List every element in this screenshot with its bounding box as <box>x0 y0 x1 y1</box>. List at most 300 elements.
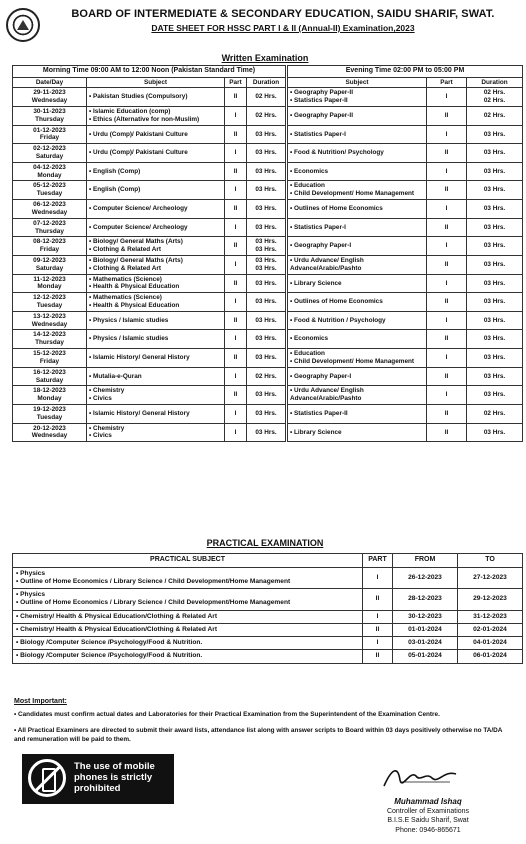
morning-part: II <box>225 88 247 107</box>
morning-subject-cell <box>87 349 225 368</box>
evening-duration: 03 Hrs. <box>467 144 523 163</box>
exam-day: Saturday <box>35 153 64 161</box>
practical-from-date: 01-01-2024 <box>393 623 458 636</box>
practical-part: I <box>363 610 393 623</box>
practical-heading: PRACTICAL EXAMINATION <box>206 538 324 548</box>
exam-day: Thursday <box>35 227 64 235</box>
table-row <box>13 237 523 256</box>
phone-prohibition-notice <box>22 754 174 804</box>
practical-from-date: 05-01-2024 <box>393 650 458 663</box>
evening-part: II <box>427 367 467 386</box>
morning-subject: • Chemistry <box>89 425 222 433</box>
morning-subject-cell <box>87 386 225 405</box>
evening-part: I <box>427 274 467 293</box>
evening-time-header: Evening Time 02:00 PM to 05:00 PM <box>287 66 523 78</box>
table-row <box>13 200 523 219</box>
morning-part: I <box>225 255 247 274</box>
evening-subject-cell <box>287 311 427 330</box>
morning-subject-cell <box>87 200 225 219</box>
exam-day: Saturday <box>35 376 64 384</box>
morning-part: I <box>225 144 247 163</box>
evening-part: I <box>427 88 467 107</box>
exam-date: 19-12-2023 <box>33 405 66 413</box>
practical-part: II <box>363 650 393 663</box>
col-header-duration: Duration <box>247 77 287 88</box>
evening-duration: 03 Hrs. <box>467 200 523 219</box>
evening-part: II <box>427 404 467 423</box>
evening-part: II <box>427 218 467 237</box>
evening-subject: • Economics <box>290 168 424 176</box>
practical-part: I <box>363 637 393 650</box>
exam-day: Tuesday <box>36 302 63 310</box>
practical-to-date: 02-01-2024 <box>458 623 523 636</box>
exam-date: 01-12-2023 <box>33 126 66 134</box>
evening-subject-cell <box>287 181 427 200</box>
practical-from-date: 30-12-2023 <box>393 610 458 623</box>
evening-subject-cell <box>287 200 427 219</box>
signature-icon <box>380 762 460 792</box>
evening-duration: 02 Hrs. <box>467 106 523 125</box>
morning-part: I <box>225 330 247 349</box>
morning-part: I <box>225 106 247 125</box>
col-header-duration-evening: Duration <box>467 77 523 88</box>
evening-part: II <box>427 181 467 200</box>
morning-subject: • Islamic History/ General History <box>89 354 222 362</box>
table-row <box>13 88 523 107</box>
note-text: All Practical Examiners are directed to submit their award lists, attendance list along with answer scripts to Board within 03 days positively otherwise no TA/DA and remuneration will be paid to them. <box>14 727 503 743</box>
table-row <box>13 567 523 588</box>
exam-day: Monday <box>37 171 62 179</box>
morning-subject-cell <box>87 106 225 125</box>
table-row <box>13 330 523 349</box>
morning-part: I <box>225 293 247 312</box>
morning-duration: 03 Hrs. <box>247 349 287 368</box>
practical-header-subject: PRACTICAL SUBJECT <box>13 554 363 568</box>
table-row <box>13 162 523 181</box>
date-cell <box>13 293 87 312</box>
exam-date: 06-12-2023 <box>33 201 66 209</box>
table-row <box>13 367 523 386</box>
evening-duration: 03 Hrs. <box>467 255 523 274</box>
morning-subject: • Urdu (Comp)/ Pakistani Culture <box>89 149 222 157</box>
exam-date: 15-12-2023 <box>33 350 66 358</box>
evening-subject-cell <box>287 218 427 237</box>
col-header-subject: Subject <box>87 77 225 88</box>
signatory-designation: Controller of Examinations <box>386 808 470 816</box>
evening-part: I <box>427 386 467 405</box>
morning-subject: • Health & Physical Education <box>89 283 222 291</box>
exam-date: 29-11-2023 <box>33 89 66 97</box>
evening-part: II <box>427 255 467 274</box>
evening-subject-cell <box>287 423 427 442</box>
evening-subject-cell <box>287 274 427 293</box>
morning-subject-cell <box>87 367 225 386</box>
evening-subject: • Geography Paper-I <box>290 242 424 250</box>
practical-subject: • Biology /Computer Science /Psychology/Food & Nutrition. <box>16 652 359 660</box>
morning-subject: • Mutalia-e-Quran <box>89 373 222 381</box>
exam-day: Friday <box>39 246 60 254</box>
evening-duration: 03 Hrs. <box>467 274 523 293</box>
date-sheet-subtitle: DATE SHEET FOR HSSC PART I & II (Annual-II) Examination,2023 <box>151 23 415 33</box>
evening-subject: • Statistics Paper-II <box>290 410 424 418</box>
evening-subject: • Geography Paper-II <box>290 89 424 97</box>
exam-date: 09-12-2023 <box>33 256 66 264</box>
evening-subject: • Urdu Advance/ English Advance/Arabic/Pashto <box>290 387 424 403</box>
evening-subject: • Food & Nutrition/ Psychology <box>290 149 424 157</box>
morning-part: II <box>225 274 247 293</box>
exam-day: Tuesday <box>36 190 63 198</box>
exam-day: Thursday <box>35 115 64 123</box>
morning-duration: 02 Hrs. <box>247 88 287 107</box>
evening-subject: • Geography Paper-I <box>290 373 424 381</box>
date-cell <box>13 162 87 181</box>
evening-subject: • Child Development/ Home Management <box>290 190 424 198</box>
morning-part: I <box>225 423 247 442</box>
date-cell <box>13 144 87 163</box>
table-row <box>13 255 523 274</box>
evening-duration: 03 Hrs. <box>467 125 523 144</box>
board-title: BOARD OF INTERMEDIATE & SECONDARY EDUCATION, SAIDU SHARIF, SWAT. <box>71 8 495 20</box>
evening-part: II <box>427 330 467 349</box>
practical-subject-cell <box>13 623 363 636</box>
evening-subject-cell <box>287 88 427 107</box>
evening-subject-cell <box>287 106 427 125</box>
practical-part: I <box>363 567 393 588</box>
note-item: • All Practical Examiners are directed to submit their award lists, attendance list along with answer scripts to Board within 03 days positively otherwise no TA/DA and remuneration will be paid to them. <box>14 727 503 743</box>
evening-duration: 03 Hrs. <box>467 237 523 256</box>
col-header-part: Part <box>225 77 247 88</box>
practical-subject: • Chemistry/ Health & Physical Education/Clothing & Related Art <box>16 626 359 634</box>
evening-subject-cell <box>287 144 427 163</box>
evening-part: I <box>427 349 467 368</box>
table-row <box>13 293 523 312</box>
exam-day: Tuesday <box>36 413 63 421</box>
morning-duration: 03 Hrs. <box>247 144 287 163</box>
morning-time-header: Morning Time 09:00 AM to 12:00 Noon (Pakistan Standard Time) <box>13 66 287 78</box>
practical-to-date: 27-12-2023 <box>458 567 523 588</box>
exam-date: 13-12-2023 <box>33 312 66 320</box>
morning-part: II <box>225 125 247 144</box>
morning-subject: • Islamic Education (comp) <box>89 108 222 116</box>
evening-part: I <box>427 237 467 256</box>
date-cell <box>13 200 87 219</box>
date-cell <box>13 125 87 144</box>
evening-subject: • Food & Nutrition / Psychology <box>290 317 424 325</box>
exam-date: 16-12-2023 <box>33 368 66 376</box>
practical-from-date: 28-12-2023 <box>393 589 458 610</box>
date-cell <box>13 237 87 256</box>
evening-duration: 03 Hrs. <box>467 367 523 386</box>
exam-date: 05-12-2023 <box>33 182 66 190</box>
practical-header-to: TO <box>458 554 523 568</box>
practical-subject: • Physics <box>16 570 359 578</box>
morning-duration: 03 Hrs. <box>247 181 287 200</box>
exam-day: Friday <box>39 134 60 142</box>
exam-date: 04-12-2023 <box>33 163 66 171</box>
morning-subject: • Clothing & Related Art <box>89 265 222 273</box>
morning-part: II <box>225 237 247 256</box>
morning-subject-cell <box>87 125 225 144</box>
morning-part: I <box>225 404 247 423</box>
evening-part: I <box>427 125 467 144</box>
morning-subject: • English (Comp) <box>89 186 222 194</box>
practical-subject-cell <box>13 610 363 623</box>
evening-subject-cell <box>287 162 427 181</box>
evening-part: I <box>427 162 467 181</box>
morning-subject-cell <box>87 218 225 237</box>
header <box>0 0 526 56</box>
evening-subject: • Outlines of Home Economics <box>290 205 424 213</box>
evening-subject-cell <box>287 386 427 405</box>
morning-subject-cell <box>87 237 225 256</box>
evening-part: II <box>427 106 467 125</box>
written-exam-table <box>12 65 523 442</box>
practical-to-date: 31-12-2023 <box>458 610 523 623</box>
morning-duration: 03 Hrs. <box>247 293 287 312</box>
evening-duration: 03 Hrs. <box>467 386 523 405</box>
morning-subject: • Civics <box>89 395 222 403</box>
evening-subject-cell <box>287 125 427 144</box>
evening-duration: 02 Hrs. <box>467 404 523 423</box>
morning-subject: • Chemistry <box>89 387 222 395</box>
morning-subject-cell <box>87 274 225 293</box>
note-item: • Candidates must confirm actual dates and Laboratories for their Practical Examination from the Superintendent of the Examination Centre. <box>14 711 440 718</box>
morning-subject: • Biology/ General Maths (Arts) <box>89 238 222 246</box>
morning-subject: • Mathematics (Science) <box>89 294 222 302</box>
evening-subject: • Economics <box>290 335 424 343</box>
exam-day: Friday <box>39 357 60 365</box>
table-row <box>13 423 523 442</box>
exam-date: 11-12-2023 <box>33 275 66 283</box>
evening-subject: • Education <box>290 350 424 358</box>
date-cell <box>13 311 87 330</box>
evening-duration: 03 Hrs. <box>467 349 523 368</box>
phone-notice-text: The use of mobile phones is strictly prohibited <box>74 761 155 794</box>
table-row <box>13 610 523 623</box>
evening-part: II <box>427 144 467 163</box>
table-row <box>13 650 523 663</box>
signatory-phone: Phone: 0946-865671 <box>395 826 461 834</box>
evening-subject-cell <box>287 255 427 274</box>
exam-day: Monday <box>37 395 62 403</box>
morning-duration: 03 Hrs. <box>247 200 287 219</box>
board-logo-icon <box>6 8 40 42</box>
exam-day: Saturday <box>35 264 64 272</box>
morning-subject-cell <box>87 181 225 200</box>
morning-subject: • Pakistan Studies (Compulsory) <box>89 93 222 101</box>
col-header-subject-evening: Subject <box>287 77 427 88</box>
morning-subject: • Civics <box>89 432 222 440</box>
practical-subject: • Chemistry/ Health & Physical Education/Clothing & Related Art <box>16 613 359 621</box>
note-text: Candidates must confirm actual dates and Laboratories for their Practical Examination from the Superintendent of the Examination Centre. <box>18 711 440 718</box>
date-cell <box>13 367 87 386</box>
morning-part: II <box>225 386 247 405</box>
date-cell <box>13 423 87 442</box>
evening-duration: 02 Hrs. 02 Hrs. <box>467 88 523 107</box>
evening-part: I <box>427 200 467 219</box>
evening-duration: 03 Hrs. <box>467 181 523 200</box>
no-phone-icon <box>28 759 66 797</box>
date-cell <box>13 255 87 274</box>
morning-part: I <box>225 181 247 200</box>
morning-duration: 03 Hrs. <box>247 125 287 144</box>
exam-date: 30-11-2023 <box>33 107 66 115</box>
practical-part: II <box>363 623 393 636</box>
date-cell <box>13 404 87 423</box>
exam-date: 12-12-2023 <box>33 294 66 302</box>
table-row <box>13 274 523 293</box>
morning-subject: • Mathematics (Science) <box>89 276 222 284</box>
date-cell <box>13 88 87 107</box>
morning-subject-cell <box>87 88 225 107</box>
exam-date: 07-12-2023 <box>33 219 66 227</box>
morning-duration: 03 Hrs. <box>247 404 287 423</box>
table-row <box>13 404 523 423</box>
exam-day: Wednesday <box>31 208 68 216</box>
exam-day: Wednesday <box>31 320 68 328</box>
practical-subject: • Outline of Home Economics / Library Science / Child Development/Home Management <box>16 599 359 607</box>
practical-subject: • Outline of Home Economics / Library Science / Child Development/Home Management <box>16 578 359 586</box>
exam-day: Wednesday <box>31 432 68 440</box>
date-cell <box>13 181 87 200</box>
table-row <box>13 125 523 144</box>
morning-subject-cell <box>87 293 225 312</box>
evening-subject: • Library Science <box>290 429 424 437</box>
evening-part: II <box>427 423 467 442</box>
evening-duration: 03 Hrs. <box>467 293 523 312</box>
exam-date: 08-12-2023 <box>33 238 66 246</box>
practical-subject-cell <box>13 589 363 610</box>
morning-subject-cell <box>87 423 225 442</box>
morning-part: II <box>225 162 247 181</box>
evening-subject-cell <box>287 349 427 368</box>
evening-subject-cell <box>287 330 427 349</box>
evening-subject: • Urdu Advance/ English Advance/Arabic/Pashto <box>290 257 424 273</box>
exam-day: Thursday <box>35 339 64 347</box>
morning-part: II <box>225 200 247 219</box>
table-row <box>13 106 523 125</box>
practical-subject: • Physics <box>16 591 359 599</box>
morning-duration: 03 Hrs. 03 Hrs. <box>247 255 287 274</box>
morning-subject: • Physics / Islamic studies <box>89 335 222 343</box>
morning-subject: • Ethics (Alternative for non-Muslim) <box>89 116 222 124</box>
morning-subject: • Islamic History/ General History <box>89 410 222 418</box>
evening-subject-cell <box>287 237 427 256</box>
evening-subject: • Child Development/ Home Management <box>290 358 424 366</box>
evening-duration: 03 Hrs. <box>467 311 523 330</box>
practical-subject-cell <box>13 650 363 663</box>
morning-duration: 03 Hrs. <box>247 311 287 330</box>
practical-from-date: 26-12-2023 <box>393 567 458 588</box>
practical-exam-table <box>12 553 523 664</box>
evening-duration: 03 Hrs. <box>467 218 523 237</box>
col-header-date: Date/Day <box>13 77 87 88</box>
morning-subject-cell <box>87 330 225 349</box>
exam-day: Monday <box>37 283 62 291</box>
signatory-office: B.I.S.E Saidu Sharif, Swat <box>387 817 469 825</box>
morning-subject: • Urdu (Comp)/ Pakistani Culture <box>89 131 222 139</box>
morning-subject-cell <box>87 404 225 423</box>
evening-duration: 03 Hrs. <box>467 423 523 442</box>
evening-subject: • Geography Paper-II <box>290 112 424 120</box>
table-row <box>13 218 523 237</box>
morning-subject: • Health & Physical Education <box>89 302 222 310</box>
date-cell <box>13 106 87 125</box>
practical-part: II <box>363 589 393 610</box>
morning-subject: • Clothing & Related Art <box>89 246 222 254</box>
evening-part: II <box>427 293 467 312</box>
table-row <box>13 386 523 405</box>
morning-subject: • Physics / Islamic studies <box>89 317 222 325</box>
evening-subject: • Statistics Paper-I <box>290 224 424 232</box>
morning-subject: • English (Comp) <box>89 168 222 176</box>
table-row <box>13 181 523 200</box>
evening-subject-cell <box>287 404 427 423</box>
morning-duration: 03 Hrs. <box>247 330 287 349</box>
table-row <box>13 637 523 650</box>
morning-part: II <box>225 311 247 330</box>
morning-part: II <box>225 349 247 368</box>
col-header-part-evening: Part <box>427 77 467 88</box>
morning-subject-cell <box>87 162 225 181</box>
morning-part: I <box>225 367 247 386</box>
practical-subject-cell <box>13 567 363 588</box>
evening-subject: • Statistics Paper-II <box>290 97 424 105</box>
notes-heading: Most Important: <box>14 698 67 705</box>
morning-subject-cell <box>87 311 225 330</box>
date-cell <box>13 330 87 349</box>
table-row <box>13 349 523 368</box>
exam-date: 14-12-2023 <box>33 331 66 339</box>
morning-duration: 03 Hrs. <box>247 423 287 442</box>
morning-subject-cell <box>87 144 225 163</box>
evening-subject: • Education <box>290 182 424 190</box>
signatory-name: Muhammad Ishaq <box>394 797 462 806</box>
table-row <box>13 589 523 610</box>
morning-duration: 03 Hrs. 03 Hrs. <box>247 237 287 256</box>
table-row <box>13 623 523 636</box>
evening-subject: • Outlines of Home Economics <box>290 298 424 306</box>
evening-duration: 03 Hrs. <box>467 162 523 181</box>
date-cell <box>13 218 87 237</box>
evening-subject: • Library Science <box>290 280 424 288</box>
morning-duration: 03 Hrs. <box>247 274 287 293</box>
morning-part: I <box>225 218 247 237</box>
morning-subject: • Computer Science/ Archeology <box>89 224 222 232</box>
evening-subject-cell <box>287 367 427 386</box>
table-row <box>13 311 523 330</box>
evening-subject: • Statistics Paper-I <box>290 131 424 139</box>
morning-duration: 03 Hrs. <box>247 218 287 237</box>
practical-to-date: 04-01-2024 <box>458 637 523 650</box>
morning-duration: 02 Hrs. <box>247 367 287 386</box>
table-row <box>13 144 523 163</box>
practical-subject-cell <box>13 637 363 650</box>
date-cell <box>13 386 87 405</box>
morning-duration: 03 Hrs. <box>247 162 287 181</box>
exam-date: 02-12-2023 <box>33 145 66 153</box>
practical-to-date: 29-12-2023 <box>458 589 523 610</box>
morning-duration: 03 Hrs. <box>247 386 287 405</box>
evening-duration: 03 Hrs. <box>467 330 523 349</box>
evening-part: I <box>427 311 467 330</box>
written-heading: Written Examination <box>221 53 309 63</box>
practical-to-date: 06-01-2024 <box>458 650 523 663</box>
practical-header-part: PART <box>363 554 393 568</box>
practical-from-date: 03-01-2024 <box>393 637 458 650</box>
date-cell <box>13 349 87 368</box>
exam-date: 20-12-2023 <box>33 424 66 432</box>
